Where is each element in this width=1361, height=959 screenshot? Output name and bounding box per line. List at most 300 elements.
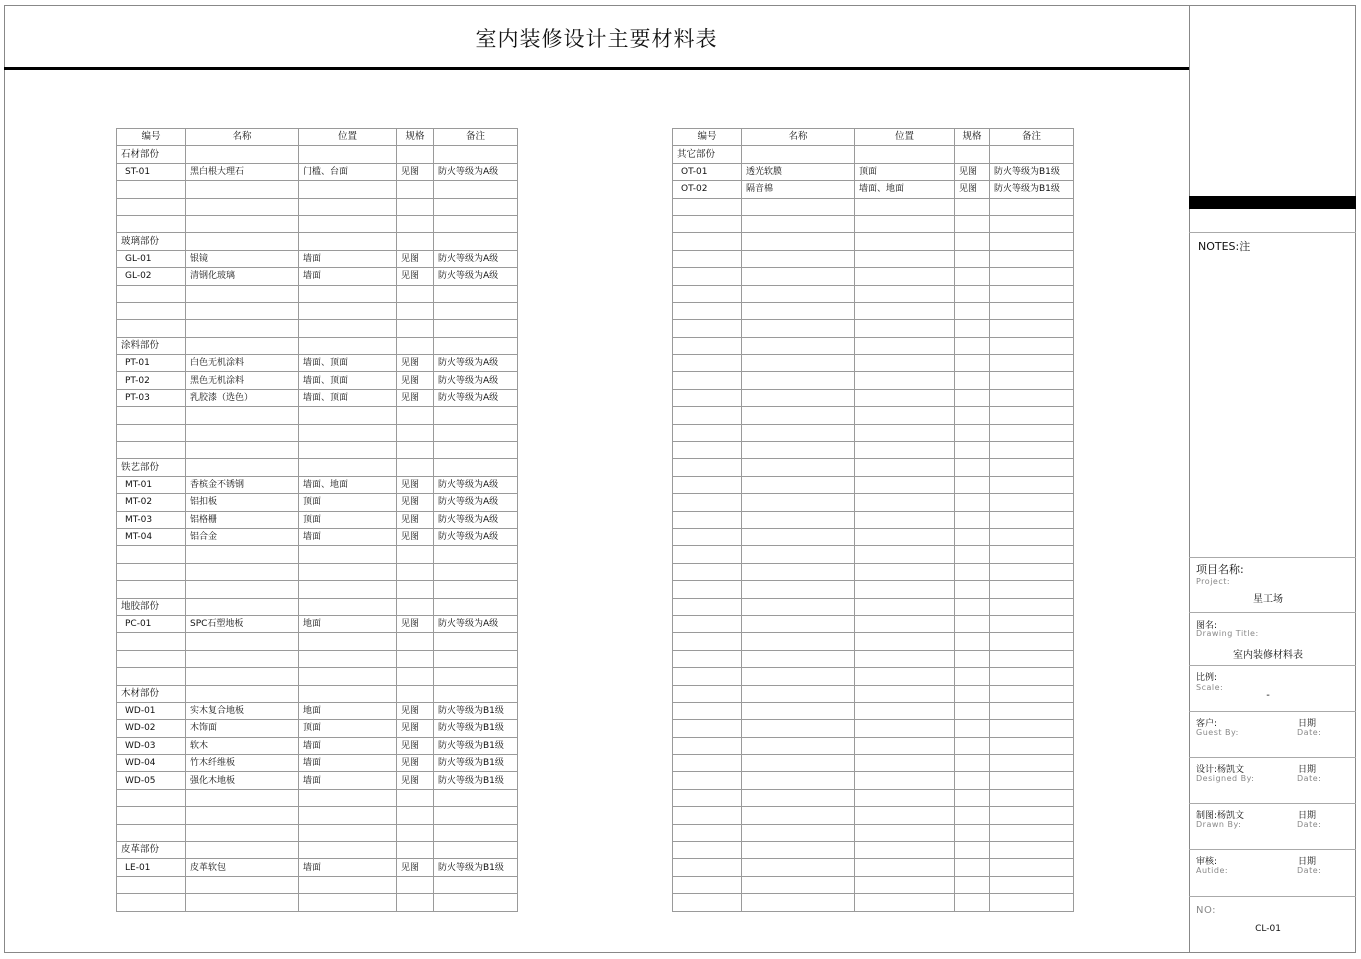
- table-row: [117, 285, 518, 302]
- table-cell: 地面: [299, 615, 397, 632]
- table-cell: [955, 146, 990, 163]
- table-cell: [990, 476, 1074, 493]
- table-cell: [397, 337, 434, 354]
- table-cell: [673, 755, 742, 772]
- table-cell: [673, 494, 742, 511]
- table-cell: [990, 337, 1074, 354]
- table-cell: [855, 355, 955, 372]
- table-cell: 见图: [397, 389, 434, 406]
- table-cell: [673, 842, 742, 859]
- table-cell: [855, 215, 955, 232]
- table-cell: [955, 268, 990, 285]
- table-cell: [990, 215, 1074, 232]
- table-cell: [186, 424, 299, 441]
- table-cell: [673, 720, 742, 737]
- table-cell: 见图: [397, 859, 434, 876]
- table-cell: [855, 737, 955, 754]
- table-cell: [742, 268, 855, 285]
- table-cell: [955, 755, 990, 772]
- table-cell: 强化木地板: [186, 772, 299, 789]
- table-cell: [955, 685, 990, 702]
- table-cell: [673, 268, 742, 285]
- table-cell: [990, 894, 1074, 911]
- table-cell: [186, 824, 299, 841]
- table-cell: [299, 302, 397, 319]
- table-cell: 顶面: [855, 163, 955, 180]
- table-row: [117, 772, 518, 789]
- table-row: [673, 320, 1074, 337]
- table-cell: [990, 842, 1074, 859]
- table-row: [673, 789, 1074, 806]
- table-cell: [186, 668, 299, 685]
- table-cell: [855, 250, 955, 267]
- table-cell: [955, 320, 990, 337]
- table-cell: 墙面: [299, 528, 397, 545]
- table-row: [117, 859, 518, 876]
- table-cell: [742, 389, 855, 406]
- table-cell: [397, 146, 434, 163]
- table-cell: [955, 215, 990, 232]
- section-title: 玻璃部份: [117, 233, 186, 250]
- table-cell: 铝合金: [186, 528, 299, 545]
- table-cell: 清钢化玻璃: [186, 268, 299, 285]
- table-row: [117, 650, 518, 667]
- table-cell: 墙面、地面: [299, 476, 397, 493]
- table-cell: [955, 563, 990, 580]
- table-cell: [673, 337, 742, 354]
- table-cell: 见图: [397, 615, 434, 632]
- table-row: [117, 615, 518, 632]
- table-cell: [186, 407, 299, 424]
- table-cell: [397, 546, 434, 563]
- table-cell: [434, 424, 518, 441]
- table-cell: [434, 459, 518, 476]
- table-cell: [117, 668, 186, 685]
- table-row: [117, 355, 518, 372]
- table-cell: [990, 755, 1074, 772]
- table-cell: [990, 459, 1074, 476]
- table-cell: [855, 563, 955, 580]
- table-cell: 银镜: [186, 250, 299, 267]
- header-location: 位置: [855, 129, 955, 146]
- table-cell: [397, 685, 434, 702]
- table-row: [673, 459, 1074, 476]
- table-cell: [742, 511, 855, 528]
- table-cell: [990, 494, 1074, 511]
- table-cell: [855, 581, 955, 598]
- table-cell: [673, 511, 742, 528]
- table-row: [673, 824, 1074, 841]
- table-cell: [990, 615, 1074, 632]
- date-label: 日期: [1298, 765, 1317, 775]
- table-cell: [434, 807, 518, 824]
- table-cell: 软木: [186, 737, 299, 754]
- table-cell: 防火等级为A级: [434, 250, 518, 267]
- table-cell: [117, 181, 186, 198]
- table-cell: [742, 668, 855, 685]
- table-cell: 防火等级为B1级: [434, 859, 518, 876]
- table-cell: [299, 233, 397, 250]
- table-cell: [117, 581, 186, 598]
- table-cell: [397, 198, 434, 215]
- table-cell: [434, 842, 518, 859]
- table-cell: [855, 389, 955, 406]
- table-cell: [742, 407, 855, 424]
- section-title: 皮革部份: [117, 842, 186, 859]
- table-cell: 顶面: [299, 494, 397, 511]
- table-cell: [742, 320, 855, 337]
- table-cell: [742, 337, 855, 354]
- table-row: [117, 528, 518, 545]
- table-cell: [855, 233, 955, 250]
- header-remark: 备注: [990, 129, 1074, 146]
- table-cell: [990, 198, 1074, 215]
- table-row: [117, 442, 518, 459]
- table-cell: [673, 407, 742, 424]
- table-row: [673, 755, 1074, 772]
- scale-value: -: [1266, 690, 1270, 701]
- table-cell: [397, 320, 434, 337]
- table-row: [673, 668, 1074, 685]
- table-cell: 墙面: [299, 268, 397, 285]
- table-cell: MT-04: [117, 528, 186, 545]
- table-cell: 顶面: [299, 511, 397, 528]
- table-row: [673, 546, 1074, 563]
- table-cell: [673, 685, 742, 702]
- table-cell: [299, 581, 397, 598]
- table-row: [117, 407, 518, 424]
- table-cell: [990, 233, 1074, 250]
- table-row: [117, 389, 518, 406]
- table-cell: [990, 824, 1074, 841]
- section-row: [117, 146, 518, 163]
- table-cell: [990, 389, 1074, 406]
- table-cell: [299, 424, 397, 441]
- table-cell: [742, 146, 855, 163]
- table-cell: [434, 198, 518, 215]
- table-cell: WD-03: [117, 737, 186, 754]
- table-cell: [990, 146, 1074, 163]
- table-cell: [434, 181, 518, 198]
- table-cell: [855, 320, 955, 337]
- table-cell: [855, 268, 955, 285]
- table-cell: PT-01: [117, 355, 186, 372]
- table-cell: [955, 528, 990, 545]
- table-cell: [990, 859, 1074, 876]
- table-cell: 墙面、顶面: [299, 355, 397, 372]
- table-cell: [990, 546, 1074, 563]
- right-material-table: [672, 128, 1074, 912]
- table-cell: [855, 337, 955, 354]
- table-row: [673, 407, 1074, 424]
- table-cell: 见图: [397, 355, 434, 372]
- table-cell: [673, 528, 742, 545]
- section-row: [117, 842, 518, 859]
- table-cell: [673, 563, 742, 580]
- table-cell: [742, 859, 855, 876]
- table-cell: [186, 789, 299, 806]
- table-cell: [117, 650, 186, 667]
- table-cell: [742, 442, 855, 459]
- table-cell: 见图: [397, 268, 434, 285]
- table-cell: [673, 668, 742, 685]
- table-cell: [855, 302, 955, 319]
- table-cell: [186, 442, 299, 459]
- table-cell: WD-05: [117, 772, 186, 789]
- table-cell: 透光软膜: [742, 163, 855, 180]
- table-cell: [955, 876, 990, 893]
- table-cell: [742, 842, 855, 859]
- table-cell: [990, 668, 1074, 685]
- table-cell: [955, 668, 990, 685]
- table-cell: [955, 424, 990, 441]
- guest-label: 客户:: [1196, 719, 1218, 729]
- table-cell: [955, 355, 990, 372]
- table-cell: [186, 337, 299, 354]
- table-cell: 墙面: [299, 772, 397, 789]
- table-row: [117, 476, 518, 493]
- table-cell: 防火等级为A级: [434, 511, 518, 528]
- table-cell: [434, 598, 518, 615]
- table-cell: [117, 442, 186, 459]
- designed-sub: Designed By:: [1196, 774, 1255, 783]
- table-cell: [186, 285, 299, 302]
- table-row: [673, 285, 1074, 302]
- table-cell: [742, 355, 855, 372]
- table-cell: [990, 424, 1074, 441]
- table-cell: 铝扣板: [186, 494, 299, 511]
- table-cell: [855, 442, 955, 459]
- table-cell: [299, 546, 397, 563]
- table-cell: [299, 181, 397, 198]
- table-cell: [673, 355, 742, 372]
- table-cell: [990, 789, 1074, 806]
- table-cell: [742, 459, 855, 476]
- table-cell: [117, 215, 186, 232]
- table-cell: [855, 859, 955, 876]
- table-cell: [955, 302, 990, 319]
- table-cell: 防火等级为A级: [434, 372, 518, 389]
- divider: [1189, 896, 1356, 897]
- table-cell: ST-01: [117, 163, 186, 180]
- table-cell: [855, 720, 955, 737]
- divider: [1189, 557, 1356, 558]
- table-row: [117, 824, 518, 841]
- table-cell: [299, 442, 397, 459]
- table-cell: [855, 372, 955, 389]
- table-cell: [434, 685, 518, 702]
- divider: [1189, 665, 1356, 666]
- section-title: 铁艺部份: [117, 459, 186, 476]
- drawing-title-value: 室内装修材料表: [1233, 650, 1303, 661]
- table-row: [673, 424, 1074, 441]
- table-cell: 黑白根大理石: [186, 163, 299, 180]
- table-cell: [855, 685, 955, 702]
- table-row: [117, 181, 518, 198]
- table-cell: [117, 546, 186, 563]
- header-spec: 规格: [955, 129, 990, 146]
- table-cell: [186, 233, 299, 250]
- table-row: [673, 702, 1074, 719]
- table-cell: [955, 511, 990, 528]
- table-cell: [742, 563, 855, 580]
- table-cell: [673, 772, 742, 789]
- table-row: [673, 720, 1074, 737]
- table-cell: [434, 146, 518, 163]
- table-cell: [955, 198, 990, 215]
- table-cell: 木饰面: [186, 720, 299, 737]
- table-cell: [299, 407, 397, 424]
- sidebar-thick-rule: [1189, 196, 1356, 209]
- table-row: [673, 181, 1074, 198]
- table-cell: [955, 407, 990, 424]
- table-cell: [434, 789, 518, 806]
- table-row: [117, 668, 518, 685]
- table-cell: MT-03: [117, 511, 186, 528]
- table-cell: [742, 233, 855, 250]
- header-name: 名称: [186, 129, 299, 146]
- table-cell: [397, 563, 434, 580]
- table-cell: [855, 702, 955, 719]
- table-row: [673, 442, 1074, 459]
- table-row: [673, 598, 1074, 615]
- table-cell: 见图: [397, 372, 434, 389]
- table-cell: [434, 442, 518, 459]
- table-cell: [117, 302, 186, 319]
- section-title: 石材部份: [117, 146, 186, 163]
- table-cell: 见图: [397, 737, 434, 754]
- header-code: 编号: [673, 129, 742, 146]
- section-row: [117, 598, 518, 615]
- table-cell: [397, 233, 434, 250]
- table-row: [117, 494, 518, 511]
- table-row: [673, 337, 1074, 354]
- table-row: [673, 650, 1074, 667]
- table-cell: 墙面: [299, 250, 397, 267]
- table-cell: 防火等级为A级: [434, 268, 518, 285]
- sidebar-divider: [1189, 5, 1190, 953]
- table-row: [673, 389, 1074, 406]
- table-cell: [299, 598, 397, 615]
- table-cell: [397, 407, 434, 424]
- table-row: [673, 685, 1074, 702]
- table-cell: [299, 789, 397, 806]
- table-cell: [397, 598, 434, 615]
- table-row: [673, 842, 1074, 859]
- table-cell: [742, 737, 855, 754]
- table-cell: [955, 250, 990, 267]
- table-row: [673, 355, 1074, 372]
- table-cell: [955, 859, 990, 876]
- table-cell: [955, 442, 990, 459]
- table-row: [673, 581, 1074, 598]
- table-row: [673, 233, 1074, 250]
- drawing-number: CL-01: [1255, 924, 1281, 934]
- table-cell: [434, 407, 518, 424]
- table-cell: [955, 772, 990, 789]
- date-sub: Date:: [1297, 774, 1322, 783]
- table-header-row: [117, 129, 518, 146]
- table-cell: 防火等级为B1级: [990, 181, 1074, 198]
- table-cell: [855, 285, 955, 302]
- table-cell: [855, 772, 955, 789]
- table-row: [117, 807, 518, 824]
- table-cell: [397, 181, 434, 198]
- table-row: [117, 215, 518, 232]
- table-cell: 防火等级为B1级: [434, 720, 518, 737]
- section-row: [117, 337, 518, 354]
- table-cell: 防火等级为A级: [434, 528, 518, 545]
- table-cell: [673, 424, 742, 441]
- table-cell: [186, 198, 299, 215]
- table-cell: [186, 181, 299, 198]
- table-cell: [397, 807, 434, 824]
- table-cell: [955, 337, 990, 354]
- table-cell: [397, 302, 434, 319]
- table-row: [673, 737, 1074, 754]
- table-cell: [742, 633, 855, 650]
- table-cell: [955, 285, 990, 302]
- table-cell: [855, 755, 955, 772]
- section-row: [117, 459, 518, 476]
- table-cell: 门槛、台面: [299, 163, 397, 180]
- table-row: [117, 546, 518, 563]
- table-row: [673, 876, 1074, 893]
- table-cell: [990, 250, 1074, 267]
- table-cell: 见图: [397, 494, 434, 511]
- table-cell: [397, 459, 434, 476]
- table-cell: 墙面: [299, 737, 397, 754]
- table-cell: 顶面: [299, 720, 397, 737]
- table-cell: [397, 442, 434, 459]
- table-cell: [397, 894, 434, 911]
- table-cell: [434, 876, 518, 893]
- table-cell: [397, 824, 434, 841]
- table-cell: [673, 546, 742, 563]
- table-cell: [990, 442, 1074, 459]
- table-row: [673, 268, 1074, 285]
- table-row: [117, 720, 518, 737]
- table-cell: [117, 824, 186, 841]
- table-cell: [742, 650, 855, 667]
- table-row: [673, 163, 1074, 180]
- table-cell: 乳胶漆（选色）: [186, 389, 299, 406]
- divider: [1189, 612, 1356, 613]
- table-cell: [299, 633, 397, 650]
- table-cell: MT-02: [117, 494, 186, 511]
- table-cell: [955, 702, 990, 719]
- date-sub: Date:: [1297, 820, 1322, 829]
- table-cell: [742, 372, 855, 389]
- table-cell: [673, 302, 742, 319]
- table-cell: 见图: [397, 528, 434, 545]
- table-row: [673, 302, 1074, 319]
- table-row: [673, 633, 1074, 650]
- table-cell: [299, 842, 397, 859]
- table-cell: [955, 737, 990, 754]
- table-cell: PT-02: [117, 372, 186, 389]
- table-cell: [397, 650, 434, 667]
- table-cell: [673, 737, 742, 754]
- divider: [1189, 711, 1356, 712]
- table-cell: 防火等级为A级: [434, 389, 518, 406]
- header-name: 名称: [742, 129, 855, 146]
- table-cell: 见图: [397, 511, 434, 528]
- table-cell: [434, 215, 518, 232]
- table-cell: [855, 511, 955, 528]
- table-cell: [434, 633, 518, 650]
- table-cell: [186, 598, 299, 615]
